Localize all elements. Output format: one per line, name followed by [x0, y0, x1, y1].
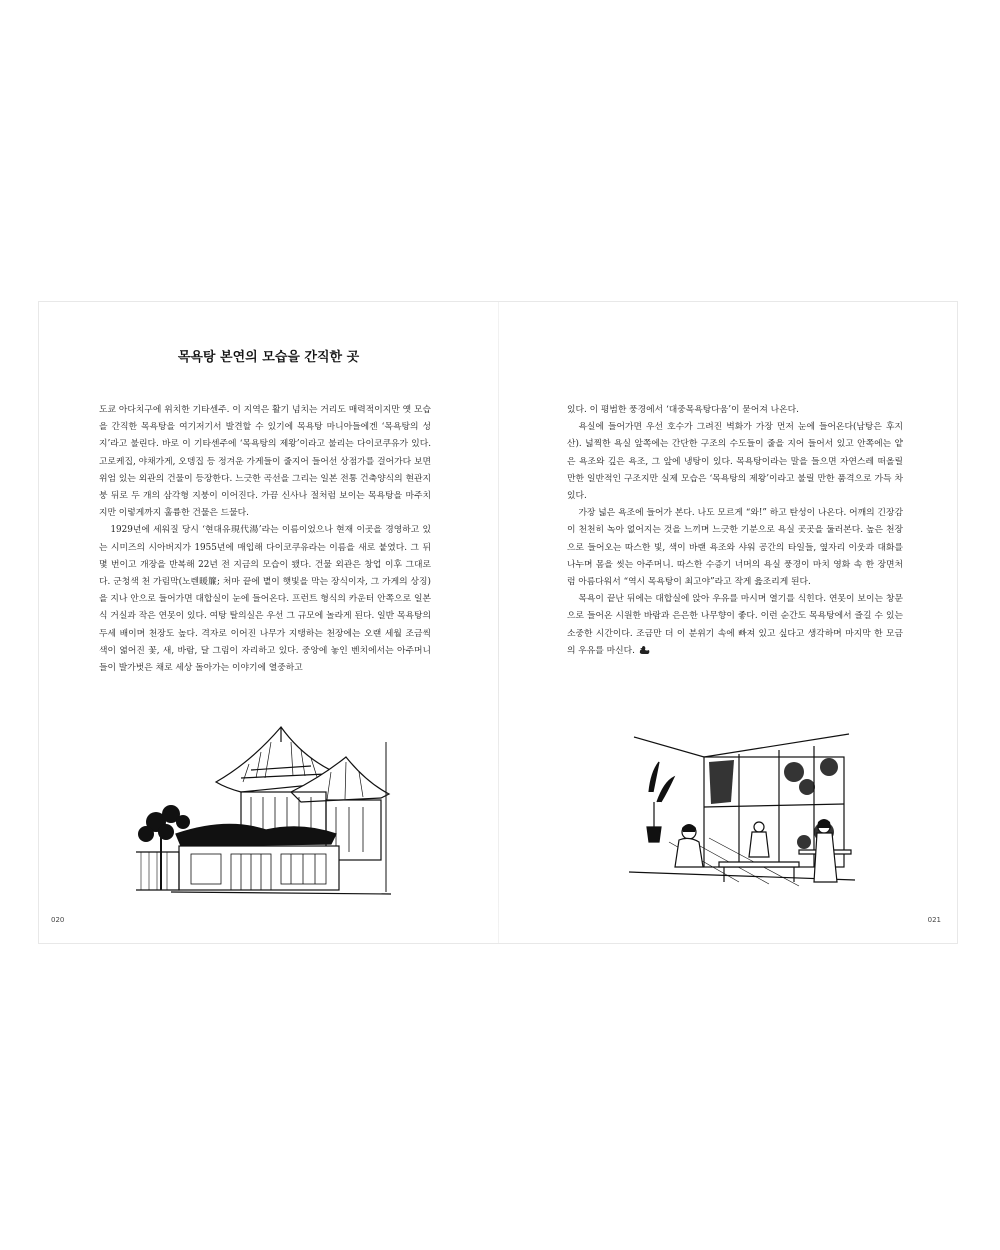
chapter-heading: 목욕탕 본연의 모습을 간직한 곳: [177, 350, 360, 365]
left-page: [39, 302, 498, 943]
page-number: 021: [927, 916, 941, 924]
paragraph: 가장 넓은 욕조에 들어가 본다. 나도 모르게 “와!” 하고 탄성이 나온다. 어깨의 긴장감이 천천히 녹아 없어지는 것을 느끼며 느긋한 기분으로 욕실 곳곳을 둘러본다. 높은 천장으로 들어오는 따스한 빛, 색이 바랜 욕조와 샤워 공간의 타일들, 옆자리 이웃과 대화를 나누며 몸을 씻는 아주머니. 따스한 수증기 너머의 욕실 풍경이 마치 영화 속 한 장면처럼 아름다워서 “역시 목욕탕이 최고야”라고 작게 읊조리게 된다.: [567, 508, 903, 588]
paragraph: 욕실에 들어가면 우선 호수가 그려진 벽화가 가장 먼저 눈에 들어온다(남탕은 후지산). 넓찍한 욕실 앞쪽에는 간단한 구조의 수도들이 줄을 지어 들어서 있고 안쪽에는 얕은 욕조와 깊은 욕조, 그 앞에 냉탕이 있다. 목욕탕이라는 말을 들으면 자연스레 떠올릴 만한 일반적인 구조지만 실제 모습은 ‘목욕탕의 제왕’이라고 불릴 만한 품격으로 가득 차 있다.: [567, 422, 903, 502]
left-body-text: [99, 402, 431, 677]
waiting-room-illustration: [629, 732, 855, 888]
paragraph: 도쿄 아다치구에 위치한 기타센주. 이 지역은 활기 넘치는 거리도 매력적이지만 옛 모습을 간직한 목욕탕을 여기저기서 발견할 수 있기에 목욕탕 마니아들에겐 ‘목욕탕의 성지’라고 불린다. 바로 이 기타센주에 ‘목욕탕의 제왕’이라고 불리는 다이코쿠유가 있다. 고로케집, 야채가게, 오뎅집 등 정겨운 가게들이 줄지어 들어선 상점가를 걸어가다 보면 위엄 있는 외관의 건물이 등장한다. 느긋한 곡선을 그리는 일본 전통 건축양식의 현관지붕 뒤로 두 개의 삼각형 지붕이 이어진다. 가끔 신사나 절처럼 보이는 목욕탕을 마주치지만 이렇게까지 훌륭한 건물은 드물다.: [99, 405, 431, 519]
paragraph: 있다. 이 평범한 풍경에서 ‘대중목욕탕다움’이 묻어져 나온다.: [567, 405, 799, 415]
japanese-bathhouse-illustration: [131, 722, 393, 898]
right-body-text: [567, 402, 903, 660]
duck-icon: [638, 645, 650, 655]
paragraph-text: 목욕이 끝난 뒤에는 대합실에 앉아 우유를 마시며 열기를 식힌다. 연못이 보이는 창문으로 들어온 시원한 바람과 은은한 나무향이 좋다. 이런 순간도 목욕탕에서 즐길 수 있는 소중한 시간이다. 조금만 더 이 분위기 속에 빠져 있고 싶다고 생각하며 마지막 한 모금의 우유를 마신다.: [567, 594, 903, 656]
right-page: [499, 302, 959, 943]
paragraph: [567, 591, 903, 660]
paragraph: 1929년에 세워질 당시 ‘현대유現代湯’라는 이름이었으나 현재 이곳을 경영하고 있는 시미즈의 시아버지가 1955년에 매입해 다이코쿠유라는 이름을 새로 붙였다. 그 뒤 몇 번이고 개장을 반복해 22년 전 지금의 모습이 됐다. 건물 외관은 창업 이후 그대로다. 군청색 천 가림막(노렌暖簾; 처마 끝에 볕이 햇빛을 막는 장식이자, 그 가게의 상징)을 지나 안으로 들어가면 대합실이 눈에 들어온다. 프런트 형식의 카운터 안쪽으로 일본식 거실과 작은 연못이 있다. 여탕 탈의실은 우선 그 규모에 놀라게 된다. 일반 목욕탕의 두세 배이며 천장도 높다. 격자로 이어진 나무가 지탱하는 천장에는 오랜 세월 조금씩 색이 엷어진 꽃, 새, 바람, 달 그림이 자리하고 있다. 중앙에 놓인 벤치에서는 아주머니들이 발가벗은 채로 세상 돌아가는 이야기에 열중하고: [99, 525, 431, 674]
book-spread: [38, 301, 958, 944]
page-number: 020: [51, 916, 65, 924]
